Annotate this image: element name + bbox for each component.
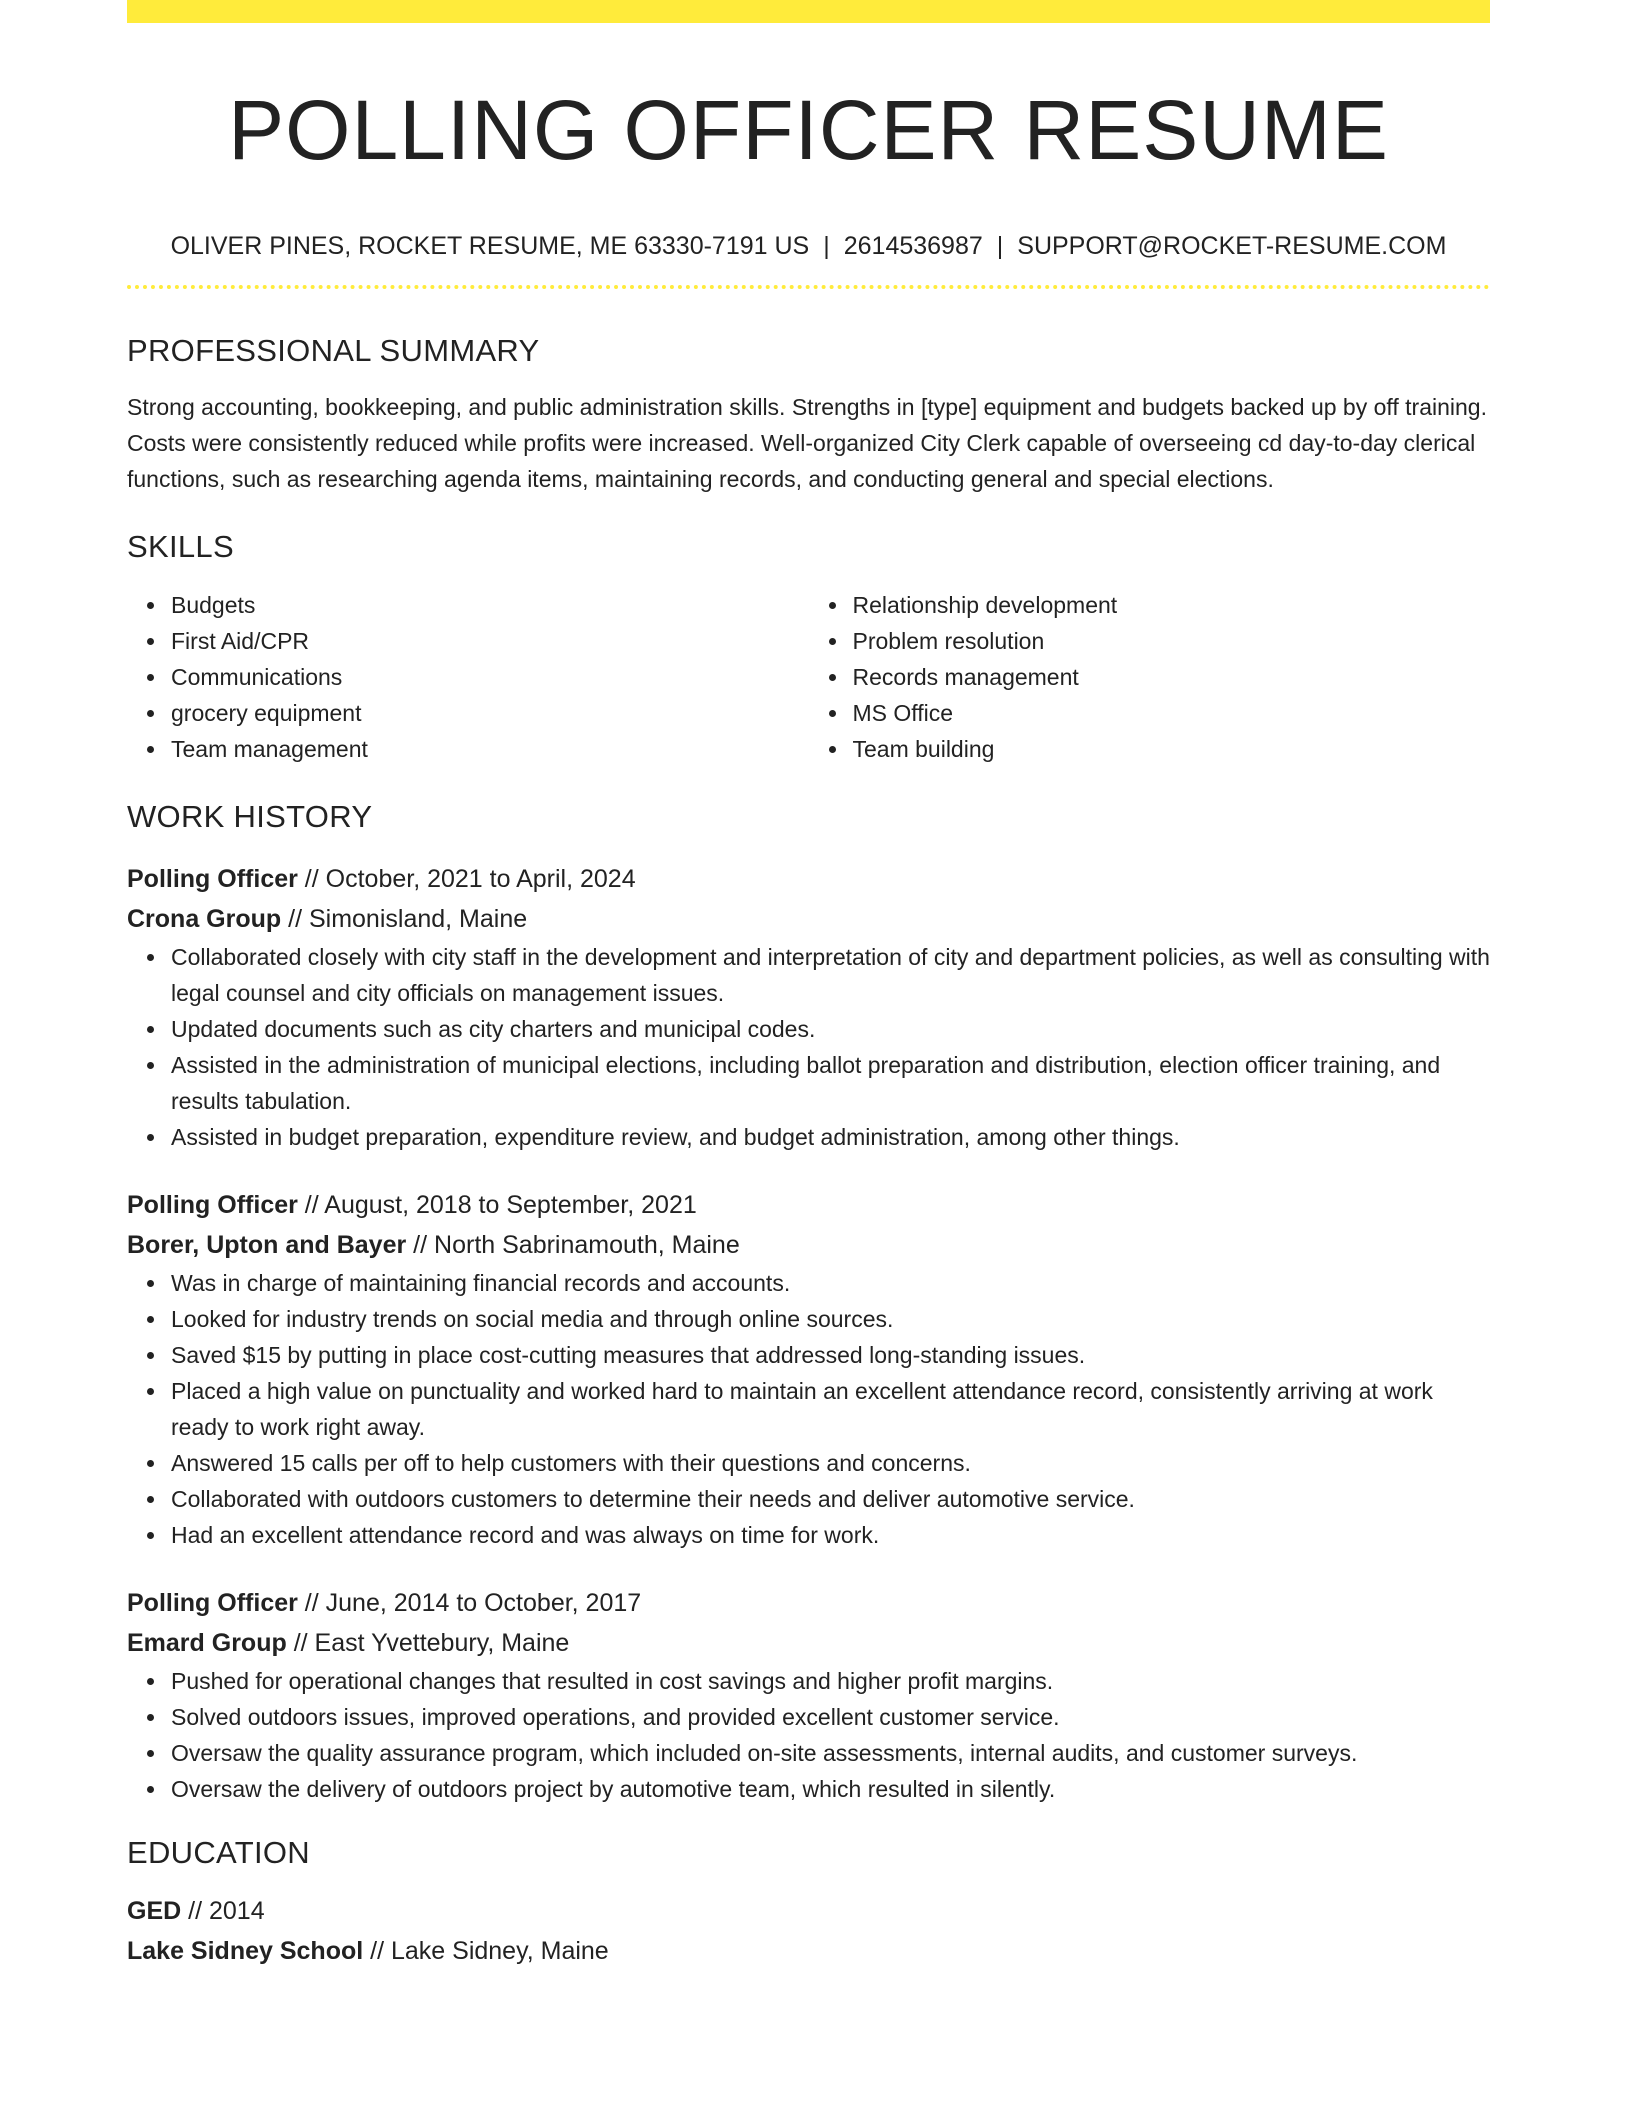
job-location: East Yvettebury, Maine <box>314 1629 570 1657</box>
job-dates: August, 2018 to September, 2021 <box>324 1191 697 1219</box>
job-location: Simonisland, Maine <box>308 905 528 933</box>
contact-separator: | <box>996 232 1004 260</box>
job-bullet: Had an excellent attendance record and was always on time for work. <box>171 1517 1490 1553</box>
job-dates: June, 2014 to October, 2017 <box>325 1589 642 1617</box>
job-location: North Sabrinamouth, Maine <box>434 1231 740 1259</box>
job-company-line <box>127 899 1490 939</box>
job-entry <box>127 1185 1490 1553</box>
skill-item: Team management <box>171 731 809 767</box>
job-bullets <box>127 1265 1490 1553</box>
job-company-line <box>127 1225 1490 1265</box>
resume-content <box>127 0 1490 1971</box>
job-bullet: Collaborated closely with city staff in the development and interpretation of city and department policies, as well as consulting with legal counsel and city officials on management issues. <box>171 939 1490 1011</box>
skill-item: First Aid/CPR <box>171 623 809 659</box>
contact-separator: | <box>823 232 830 260</box>
job-bullet: Oversaw the quality assurance program, which included on-site assessments, internal audits, and customer surveys. <box>171 1735 1490 1771</box>
skill-item: grocery equipment <box>171 695 809 731</box>
skill-item: Records management <box>853 659 1491 695</box>
job-bullet: Was in charge of maintaining financial records and accounts. <box>171 1265 1490 1301</box>
education-delimiter: // <box>363 1937 391 1965</box>
contact-address: OLIVER PINES, ROCKET RESUME, ME 63330-7191 US <box>170 232 810 260</box>
job-bullet: Assisted in budget preparation, expenditure review, and budget administration, among other things. <box>171 1119 1490 1155</box>
job-bullet: Saved $15 by putting in place cost-cutting measures that addressed long-standing issues. <box>171 1337 1490 1373</box>
skill-item: Relationship development <box>853 587 1491 623</box>
skill-item: MS Office <box>853 695 1491 731</box>
job-entry <box>127 1583 1490 1807</box>
job-bullet: Placed a high value on punctuality and worked hard to maintain an excellent attendance record, consistently arriving at work ready to work right away. <box>171 1373 1490 1445</box>
job-company: Emard Group <box>127 1629 287 1657</box>
job-bullet: Pushed for operational changes that resulted in cost savings and higher profit margins. <box>171 1663 1490 1699</box>
job-bullet: Oversaw the delivery of outdoors project by automotive team, which resulted in silently. <box>171 1771 1490 1807</box>
job-bullets <box>127 939 1490 1155</box>
skills-heading: SKILLS <box>127 529 234 564</box>
skill-item: Problem resolution <box>853 623 1491 659</box>
job-title-line <box>127 859 1490 899</box>
job-company: Borer, Upton and Bayer <box>127 1231 407 1259</box>
job-delimiter: // <box>297 1589 326 1617</box>
skill-item: Budgets <box>171 587 809 623</box>
summary-text: Strong accounting, bookkeeping, and public administration skills. Strengths in [type] equipment and budgets backed up by off training. Costs were consistently reduced while profits were increased. Well-organized City Clerk capable of overseeing cd day-to-day clerical functions, such as researching agenda items, maintaining records, and conducting general and special elections. <box>127 394 1487 492</box>
education-delimiter: // <box>181 1897 209 1925</box>
education-degree: GED <box>127 1897 182 1925</box>
education-degree-line <box>127 1891 1490 1931</box>
education-year: 2014 <box>208 1897 265 1925</box>
job-delimiter: // <box>286 1629 315 1657</box>
summary-heading: PROFESSIONAL SUMMARY <box>127 333 540 368</box>
job-delimiter: // <box>281 905 309 933</box>
skills-grid <box>127 587 1490 767</box>
job-bullet: Collaborated with outdoors customers to determine their needs and deliver automotive service. <box>171 1481 1490 1517</box>
skill-item: Team building <box>853 731 1491 767</box>
education-school: Lake Sidney School <box>127 1937 364 1965</box>
job-bullet: Updated documents such as city charters and municipal codes. <box>171 1011 1490 1047</box>
education-heading: EDUCATION <box>127 1835 310 1870</box>
job-bullets <box>127 1663 1490 1807</box>
job-dates: October, 2021 to April, 2024 <box>325 865 636 893</box>
job-company: Crona Group <box>127 905 282 933</box>
contact-line <box>127 230 1490 262</box>
job-bullet: Solved outdoors issues, improved operations, and provided excellent customer service. <box>171 1699 1490 1735</box>
job-title: Polling Officer <box>127 1191 298 1219</box>
skills-column-right <box>809 587 1491 767</box>
dotted-divider <box>127 285 1490 289</box>
resume-title: POLLING OFFICER RESUME <box>228 83 1389 177</box>
skill-item: Communications <box>171 659 809 695</box>
job-bullet: Looked for industry trends on social media and through online sources. <box>171 1301 1490 1337</box>
contact-phone: 2614536987 <box>843 232 983 260</box>
job-entry <box>127 859 1490 1155</box>
education-location: Lake Sidney, Maine <box>390 1937 609 1965</box>
job-title-line <box>127 1583 1490 1623</box>
skills-column-left <box>127 587 809 767</box>
job-delimiter: // <box>297 865 326 893</box>
work-history-heading: WORK HISTORY <box>127 799 373 834</box>
job-bullet: Assisted in the administration of municipal elections, including ballot preparation and distribution, election officer training, and results tabulation. <box>171 1047 1490 1119</box>
job-title-line <box>127 1185 1490 1225</box>
job-bullet: Answered 15 calls per off to help customers with their questions and concerns. <box>171 1445 1490 1481</box>
job-company-line <box>127 1623 1490 1663</box>
job-delimiter: // <box>406 1231 435 1259</box>
contact-email: SUPPORT@ROCKET-RESUME.COM <box>1017 232 1447 260</box>
job-title: Polling Officer <box>127 1589 298 1617</box>
job-delimiter: // <box>297 1191 325 1219</box>
education-school-line <box>127 1931 1490 1971</box>
job-title: Polling Officer <box>127 865 298 893</box>
education-entry <box>127 1891 1490 1971</box>
